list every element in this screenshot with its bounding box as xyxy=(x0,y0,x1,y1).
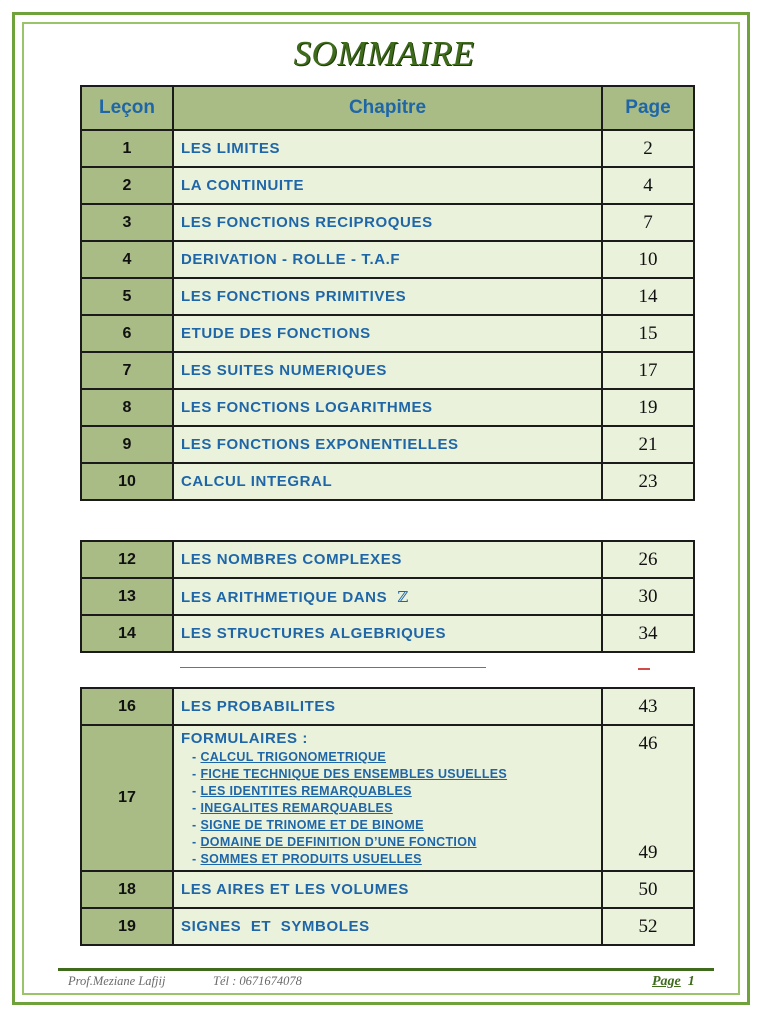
lecon-number: 10 xyxy=(81,463,173,500)
page-number: 4 xyxy=(602,167,694,204)
lecon-number: 5 xyxy=(81,278,173,315)
table-row xyxy=(81,167,694,204)
table-row xyxy=(81,908,694,945)
lecon-number: 12 xyxy=(81,541,173,578)
lecon-number: 6 xyxy=(81,315,173,352)
item-dash: - xyxy=(192,784,197,798)
lecon-number: 4 xyxy=(81,241,173,278)
formulaire-link[interactable]: SIGNE DE TRINOME ET DE BINOME xyxy=(200,818,424,832)
table-row xyxy=(81,541,694,578)
header-chapitre: Chapitre xyxy=(173,86,602,130)
table-row xyxy=(81,315,694,352)
chapter-title-cell xyxy=(173,167,602,204)
contents-table-3 xyxy=(80,687,695,946)
formulaire-link[interactable]: SOMMES ET PRODUITS USUELLES xyxy=(200,852,422,866)
chapter-title: ETUDE DES FONCTIONS xyxy=(181,325,371,342)
chapter-title: LES STRUCTURES ALGEBRIQUES xyxy=(181,625,447,642)
lecon-number: 9 xyxy=(81,426,173,463)
table-row-formulaires xyxy=(81,725,694,871)
lecon-number: 14 xyxy=(81,615,173,652)
red-separator-dash xyxy=(638,668,650,670)
item-dash: - xyxy=(192,801,197,815)
table-row xyxy=(81,426,694,463)
page-number-end: 49 xyxy=(638,842,658,863)
table-row xyxy=(81,615,694,652)
chapter-title: LES FONCTIONS RECIPROQUES xyxy=(181,214,433,231)
table-row xyxy=(81,688,694,725)
page-title: SOMMAIRE xyxy=(293,34,475,73)
footer-page-number xyxy=(652,974,695,990)
chapter-title: SIGNES ET SYMBOLES xyxy=(173,908,602,945)
lecon-number: 1 xyxy=(81,130,173,167)
formulaires-list xyxy=(181,749,601,868)
page-number: 43 xyxy=(602,688,694,725)
contents-table-2 xyxy=(80,540,695,653)
contents-table-1 xyxy=(80,85,695,501)
formulaire-item xyxy=(192,834,601,851)
chapter-title: LES SUITES NUMERIQUES xyxy=(181,362,387,379)
item-dash: - xyxy=(192,750,197,764)
chapter-title: LES LIMITES xyxy=(181,140,281,157)
lecon-number: 7 xyxy=(81,352,173,389)
table-row xyxy=(81,871,694,908)
chapter-title: CALCUL INTEGRAL xyxy=(181,473,333,490)
page-range xyxy=(602,725,694,871)
red-separator-line xyxy=(180,667,486,668)
page-number: 26 xyxy=(602,541,694,578)
item-dash: - xyxy=(192,767,197,781)
chapter-title-cell xyxy=(173,389,602,426)
item-dash: - xyxy=(192,852,197,866)
formulaire-item xyxy=(192,766,601,783)
page-number: 15 xyxy=(602,315,694,352)
page-number: 23 xyxy=(602,463,694,500)
chapter-title: LES FONCTIONS PRIMITIVES xyxy=(181,288,407,305)
header-lecon: Leçon xyxy=(81,86,173,130)
item-dash: - xyxy=(192,835,197,849)
chapter-title-cell xyxy=(173,541,602,578)
chapter-title-cell xyxy=(173,241,602,278)
formulaire-link[interactable]: FICHE TECHNIQUE DES ENSEMBLES USUELLES xyxy=(200,767,508,781)
chapter-title: LES ARITHMETIQUE DANS xyxy=(181,588,388,606)
page-number: 34 xyxy=(602,615,694,652)
chapter-title: FORMULAIRES : xyxy=(181,730,308,747)
table-row xyxy=(81,352,694,389)
chapter-title-cell xyxy=(173,578,602,615)
table-row xyxy=(81,463,694,500)
chapter-formulaires xyxy=(173,725,602,871)
chapter-title: LES PROBABILITES xyxy=(173,688,602,725)
chapter-title: DERIVATION - ROLLE - T.A.F xyxy=(181,251,401,268)
chapter-title-cell xyxy=(173,278,602,315)
chapter-title: LES AIRES ET LES VOLUMES xyxy=(173,871,602,908)
lecon-number: 3 xyxy=(81,204,173,241)
lecon-number: 2 xyxy=(81,167,173,204)
page-number: 10 xyxy=(602,241,694,278)
formulaire-link[interactable]: CALCUL TRIGONOMETRIQUE xyxy=(200,750,386,764)
formulaire-item xyxy=(192,851,601,868)
chapter-title-cell xyxy=(173,463,602,500)
chapter-title-cell xyxy=(173,315,602,352)
footer-page-value: 1 xyxy=(687,974,695,989)
page-number-start: 46 xyxy=(638,733,658,754)
lecon-number: 13 xyxy=(81,578,173,615)
chapter-title: LES FONCTIONS EXPONENTIELLES xyxy=(181,436,459,453)
page-number: 19 xyxy=(602,389,694,426)
lecon-number: 17 xyxy=(81,725,173,871)
formulaire-item xyxy=(192,783,601,800)
table-row xyxy=(81,278,694,315)
page-number: 30 xyxy=(602,578,694,615)
formulaire-link[interactable]: INEGALITES REMARQUABLES xyxy=(200,801,393,815)
integers-symbol: ℤ xyxy=(397,587,409,606)
chapter-title-cell xyxy=(173,615,602,652)
footer-rule xyxy=(58,968,714,971)
page-number: 2 xyxy=(602,130,694,167)
formulaire-link[interactable]: DOMAINE DE DEFINITION D’UNE FONCTION xyxy=(200,835,477,849)
footer-phone: Tél : 0671674078 xyxy=(213,974,302,988)
page-number: 50 xyxy=(602,871,694,908)
chapter-title-cell xyxy=(173,130,602,167)
chapter-title-cell xyxy=(173,204,602,241)
table-row xyxy=(81,578,694,615)
page-number: 52 xyxy=(602,908,694,945)
formulaire-item xyxy=(192,817,601,834)
footer-page-label: Page xyxy=(652,974,681,989)
chapter-title: LES FONCTIONS LOGARITHMES xyxy=(181,399,433,416)
page-number: 21 xyxy=(602,426,694,463)
chapter-title: LA CONTINUITE xyxy=(181,177,305,194)
lecon-number: 16 xyxy=(81,688,173,725)
chapter-title-cell xyxy=(173,426,602,463)
formulaire-link[interactable]: LES IDENTITES REMARQUABLES xyxy=(200,784,412,798)
table-row xyxy=(81,389,694,426)
page-number: 17 xyxy=(602,352,694,389)
formulaire-item xyxy=(192,800,601,817)
lecon-number: 8 xyxy=(81,389,173,426)
chapter-title: LES NOMBRES COMPLEXES xyxy=(181,551,402,568)
table-row xyxy=(81,241,694,278)
page-number: 14 xyxy=(602,278,694,315)
table-row xyxy=(81,130,694,167)
formulaire-item xyxy=(192,749,601,766)
lecon-number: 18 xyxy=(81,871,173,908)
table-header-row xyxy=(81,86,694,130)
table-row xyxy=(81,204,694,241)
item-dash: - xyxy=(192,818,197,832)
footer-author: Prof.Meziane Lafjij xyxy=(68,974,166,988)
page-number: 7 xyxy=(602,204,694,241)
lecon-number: 19 xyxy=(81,908,173,945)
header-page: Page xyxy=(602,86,694,130)
chapter-title-cell xyxy=(173,352,602,389)
